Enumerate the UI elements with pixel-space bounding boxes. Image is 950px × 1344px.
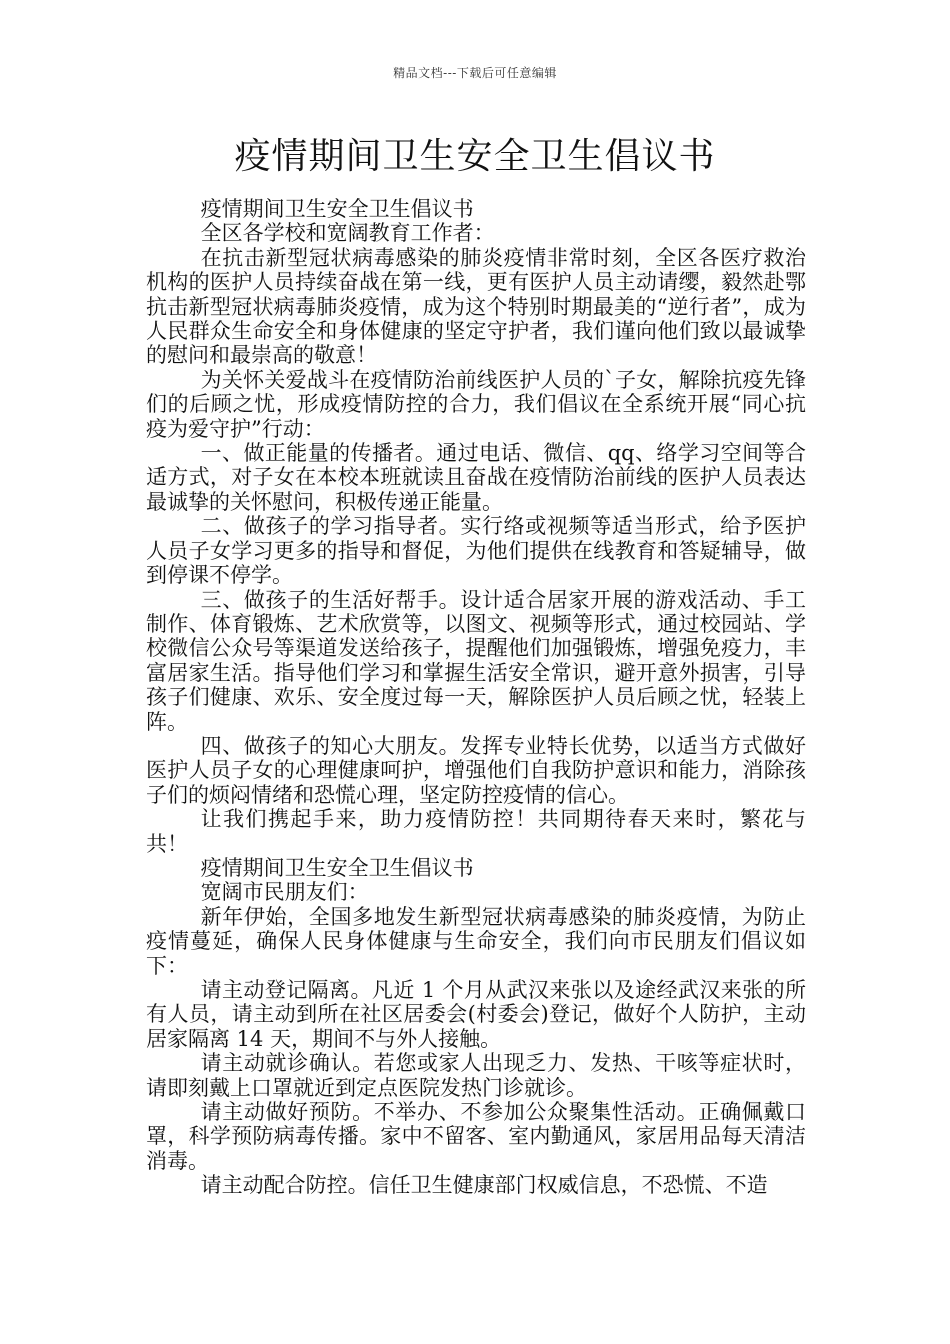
paragraph: 让我们携起手来，助力疫情防控！共同期待春天来时，繁花与共！ (146, 807, 806, 856)
paragraph: 为关怀关爱战斗在疫情防治前线医护人员的`子女，解除抗疫先锋们的后顾之忧，形成疫情防控的合力，我们倡议在全系统开展“同心抗疫为爱守护”行动： (146, 367, 806, 441)
paragraph: 三、做孩子的生活好帮手。设计适合居家开展的游戏活动、手工制作、体育锻炼、艺术欣赏等，以图文、视频等形式，通过校园站、学校微信公众号等渠道发送给孩子，提醒他们加强锻炼，增强免疫力，丰富居家生活。指导他们学习和掌握生活安全常识，避开意外损害，引导孩子们健康、欢乐、安全度过每一天，解除医护人员后顾之忧，轻装上阵。 (146, 587, 806, 734)
paragraph: 一、做正能量的传播者。通过电话、微信、qq、络学习空间等合适方式，对子女在本校本班就读且奋战在疫情防治前线的医护人员表达最诚挚的关怀慰问，积极传递正能量。 (146, 441, 806, 514)
document-body (146, 197, 806, 1198)
paragraph: 疫情期间卫生安全卫生倡议书 (200, 197, 474, 221)
header-note: 精品文档---下载后可任意编辑 (393, 66, 557, 80)
paragraph: 请主动做好预防。不举办、不参加公众聚集性活动。正确佩戴口罩，科学预防病毒传播。家中不留客、室内勤通风，家居用品每天清洁消毒。 (146, 1100, 806, 1173)
document-title: 疫情期间卫生安全卫生倡议书 (234, 136, 716, 177)
paragraph: 全区各学校和宽阔教育工作者： (200, 221, 495, 246)
paragraph: 请主动配合防控。信任卫生健康部门权威信息，不恐慌、不造 (200, 1173, 768, 1198)
paragraph: 四、做孩子的知心大朋友。发挥专业特长优势，以适当方式做好医护人员子女的心理健康呵护，增强他们自我防护意识和能力，消除孩子们的烦闷情绪和恐慌心理，坚定防控疫情的信心。 (146, 733, 806, 807)
paragraph: 在抗击新型冠状病毒感染的肺炎疫情非常时刻，全区各医疗救治机构的医护人员持续奋战在第一线，更有医护人员主动请缨，毅然赴鄂抗击新型冠状病毒肺炎疫情，成为这个特别时期最美的“逆行者”，成为人民群众生命安全和身体健康的坚定守护者，我们谨向他们致以最诚挚的慰问和最崇高的敬意！ (146, 245, 806, 368)
paragraph: 请主动登记隔离。凡近 1 个月从武汉来张以及途经武汉来张的所有人员，请主动到所在社区居委会(村委会)登记，做好个人防护，主动居家隔离 14 天，期间不与外人接触。 (146, 978, 806, 1051)
paragraph: 请主动就诊确认。若您或家人出现乏力、发热、干咳等症状时，请即刻戴上口罩就近到定点医院发热门诊就诊。 (146, 1051, 806, 1100)
paragraph: 二、做孩子的学习指导者。实行络或视频等适当形式，给予医护人员子女学习更多的指导和督促，为他们提供在线教育和答疑辅导，做到停课不停学。 (146, 514, 806, 588)
paragraph: 宽阔市民朋友们： (200, 880, 369, 905)
paragraph: 新年伊始，全国多地发生新型冠状病毒感染的肺炎疫情，为防止疫情蔓延，确保人民身体健康与生命安全，我们向市民朋友们倡议如下： (146, 904, 806, 978)
paragraph: 疫情期间卫生安全卫生倡议书 (200, 855, 474, 880)
